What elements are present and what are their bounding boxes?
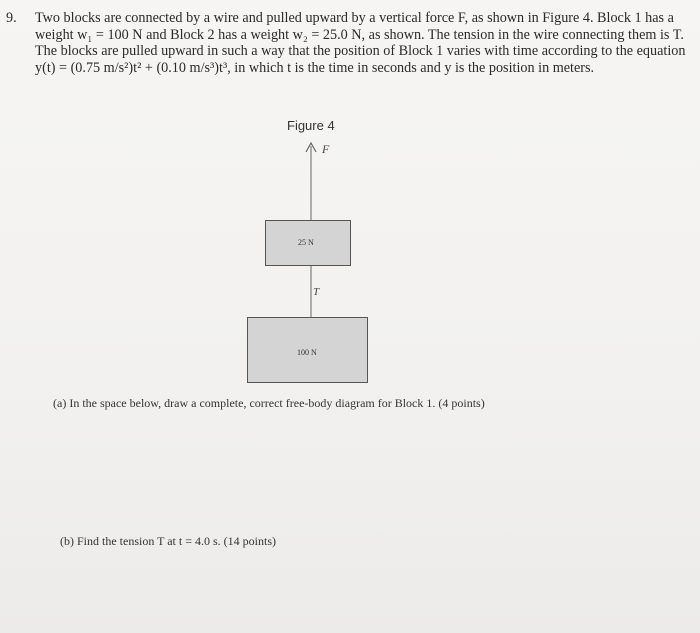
block-1: [247, 317, 368, 383]
force-arrowhead: [306, 143, 316, 152]
problem-number: 9.: [6, 10, 17, 26]
question-b: (b) Find the tension T at t = 4.0 s. (14 points): [60, 534, 276, 548]
tension-label: T: [313, 286, 320, 298]
block-1-label: 100 N: [297, 348, 317, 357]
question-a: (a) In the space below, draw a complete, correct free-body diagram for Block 1. (4 points): [53, 396, 485, 410]
force-label: F: [322, 142, 330, 156]
problem-statement: [6, 10, 690, 76]
block-2-label: 25 N: [298, 238, 314, 247]
figure-title: Figure 4: [287, 118, 335, 133]
problem-text: Two blocks are connected by a wire and pulled upward by a vertical force F, as shown in Figure 4. Block 1 has a weight w₁ = 100 N and Block 2 has a weight w₂ = 25.0 N, as shown. The tension in the wire connecting them is T. The blocks are pulled upward in such a way that the position of Block 1 varies with time according to the equation y(t) = (0.75 m/s²)t² + (0.10 m/s³)t³, in which t is the time in seconds and y is the position in meters.: [35, 10, 686, 76]
block-2: [265, 220, 351, 266]
